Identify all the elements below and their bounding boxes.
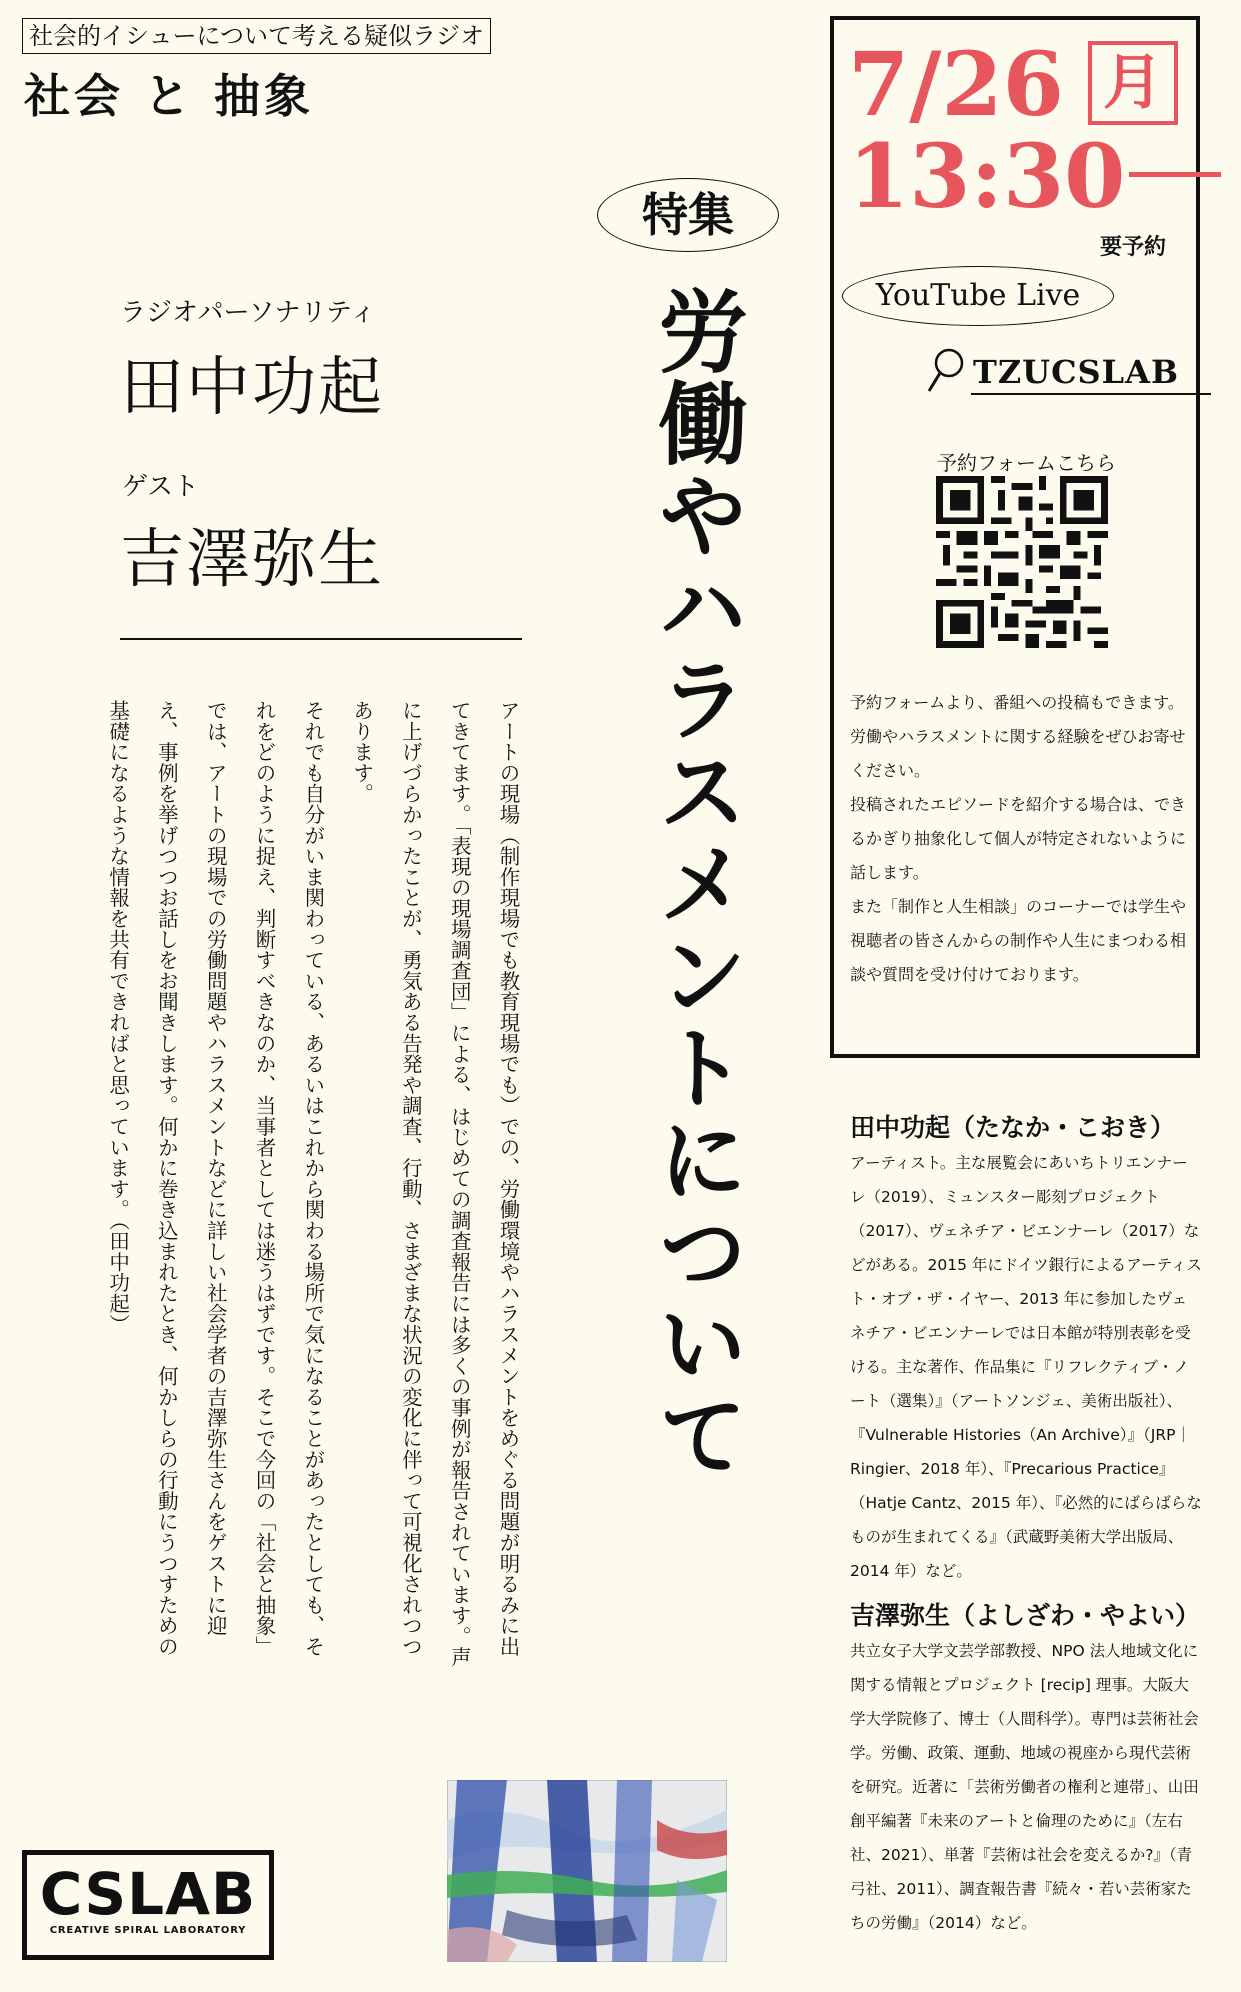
search-icon (925, 347, 965, 397)
series-title-part: と (144, 69, 194, 123)
info-paragraph: また「制作と人生相談」のコーナーでは学生や視聴者の皆さんからの制作や人生にまつわる相談や質問を受け付けております。 (850, 897, 1187, 984)
platform-badge: YouTube Live (842, 266, 1114, 326)
handle-text: TZUCSLAB (973, 353, 1180, 391)
bio-text: アーティスト。主な展覧会にあいちトリエンナーレ（2019）、ミュンスター彫刻プロジェクト（2017）、ヴェネチア・ビエンナーレ（2017）などがある。2015 年にドイツ銀行によるアーティスト・オブ・ザ・イヤー、2013 年に参加したヴェネチア・ビエンナーレでは日本館が特別表彰を受ける。主な著作、作品集に『リフレクティブ・ノート（選集）』（アートソンジェ、美術出版社）、『Vulnerable Histories（An Archive）』（JRP｜Ringier、2018 年）、『Precarious Practice』（Hatje Cantz、2015 年）、『必然的にばらばらなものが生まれてくる』（武蔵野美術大学出版局、2014 年）など。 (850, 1154, 1202, 1580)
feature-badge: 特集 (597, 178, 779, 252)
bio-text: 共立女子大学文芸学部教授、NPO 法人地域文化に関する情報とプロジェクト [recip] 理事。大阪大学大学院修了、博士（人間科学）。専門は芸術社会学。労働、政策、運動、地域の視座から現代芸術を研究。近著に「芸術労働者の権利と連帯」、山田創平編著『未来のアートと倫理のために』（左右社、2021）、単著『芸術は社会を変えるか?』（青弓社、2011）、調査報告書『続々・若い芸術家たちの労働』（2014）など。 (850, 1642, 1199, 1932)
event-date (848, 34, 1178, 134)
radio-tagline: 社会的イシューについて考える疑似ラジオ (22, 18, 491, 54)
host-name: 田中功起 (120, 351, 384, 425)
event-weekday: 月 (1088, 41, 1178, 125)
reservation-note: 要予約 (1100, 234, 1167, 260)
body-text (105, 700, 532, 1670)
time-dash (1129, 172, 1221, 177)
series-title-part: 社会 (24, 69, 124, 123)
logo-sub: CREATIVE SPIRAL LABORATORY (49, 1925, 247, 1936)
qr-code[interactable] (936, 476, 1108, 648)
artwork-image (447, 1780, 727, 1962)
series-title (24, 60, 334, 126)
body-paragraph: アートの現場（制作現場でも教育現場でも）での、労働環境やハラスメントをめぐる問題が明るみに出てきてます。「表現の現場調査団」による、はじめての調査報告には多くの事例が報告されています。声に上げづらかったことが、勇気ある告発や調査、行動、さまざまな状況の変化に伴って可視化されつつあります。 (349, 700, 520, 1668)
logo-main: CSLAB (39, 1860, 257, 1928)
series-title-part: 抽象 (214, 69, 314, 123)
guest-role-label: ゲスト (122, 472, 199, 502)
body-paragraph: それでも自分がいま関わっている、あるいはこれから関わる場所で気になることがあったとしても、それをどのように捉え、判断すべきなのか、当事者としては迷うはずです。そこで今回の「社会と抽象」では、アートの現場での労働問題やハラスメントなどに詳しい社会学者の吉澤弥生さんをゲストに迎え、事例を挙げつつお話しをお聞きします。何かに巻き込まれたとき、何かしらの行動にうつすための基礎になるような情報を共有できればと思っています。（田中功起） (105, 700, 325, 1657)
handle-underline (971, 393, 1211, 395)
event-info-text (850, 686, 1190, 992)
info-paragraph: 投稿されたエピソードを紹介する場合は、できるかぎり抽象化して個人が特定されないように話します。 (850, 795, 1187, 882)
divider (120, 638, 522, 640)
event-date-text: 7/26 (848, 32, 1064, 136)
bio-name: 吉澤弥生（よしざわ・やよい） (850, 1601, 1201, 1630)
host-role-label: ラジオパーソナリティ (120, 298, 376, 328)
event-time (848, 126, 1221, 226)
bio-name: 田中功起（たなか・こおき） (850, 1113, 1176, 1142)
feature-title: 労働やハラスメントについて (642, 285, 748, 1481)
info-paragraph: 予約フォームより、番組への投稿もできます。労働やハラスメントに関する経験をぜひお寄せください。 (850, 693, 1186, 780)
event-time-text: 13:30 (848, 124, 1126, 228)
guest-name: 吉澤弥生 (120, 523, 384, 597)
cslab-logo (22, 1850, 274, 1960)
qr-caption: 予約フォームこちら (937, 451, 1116, 475)
